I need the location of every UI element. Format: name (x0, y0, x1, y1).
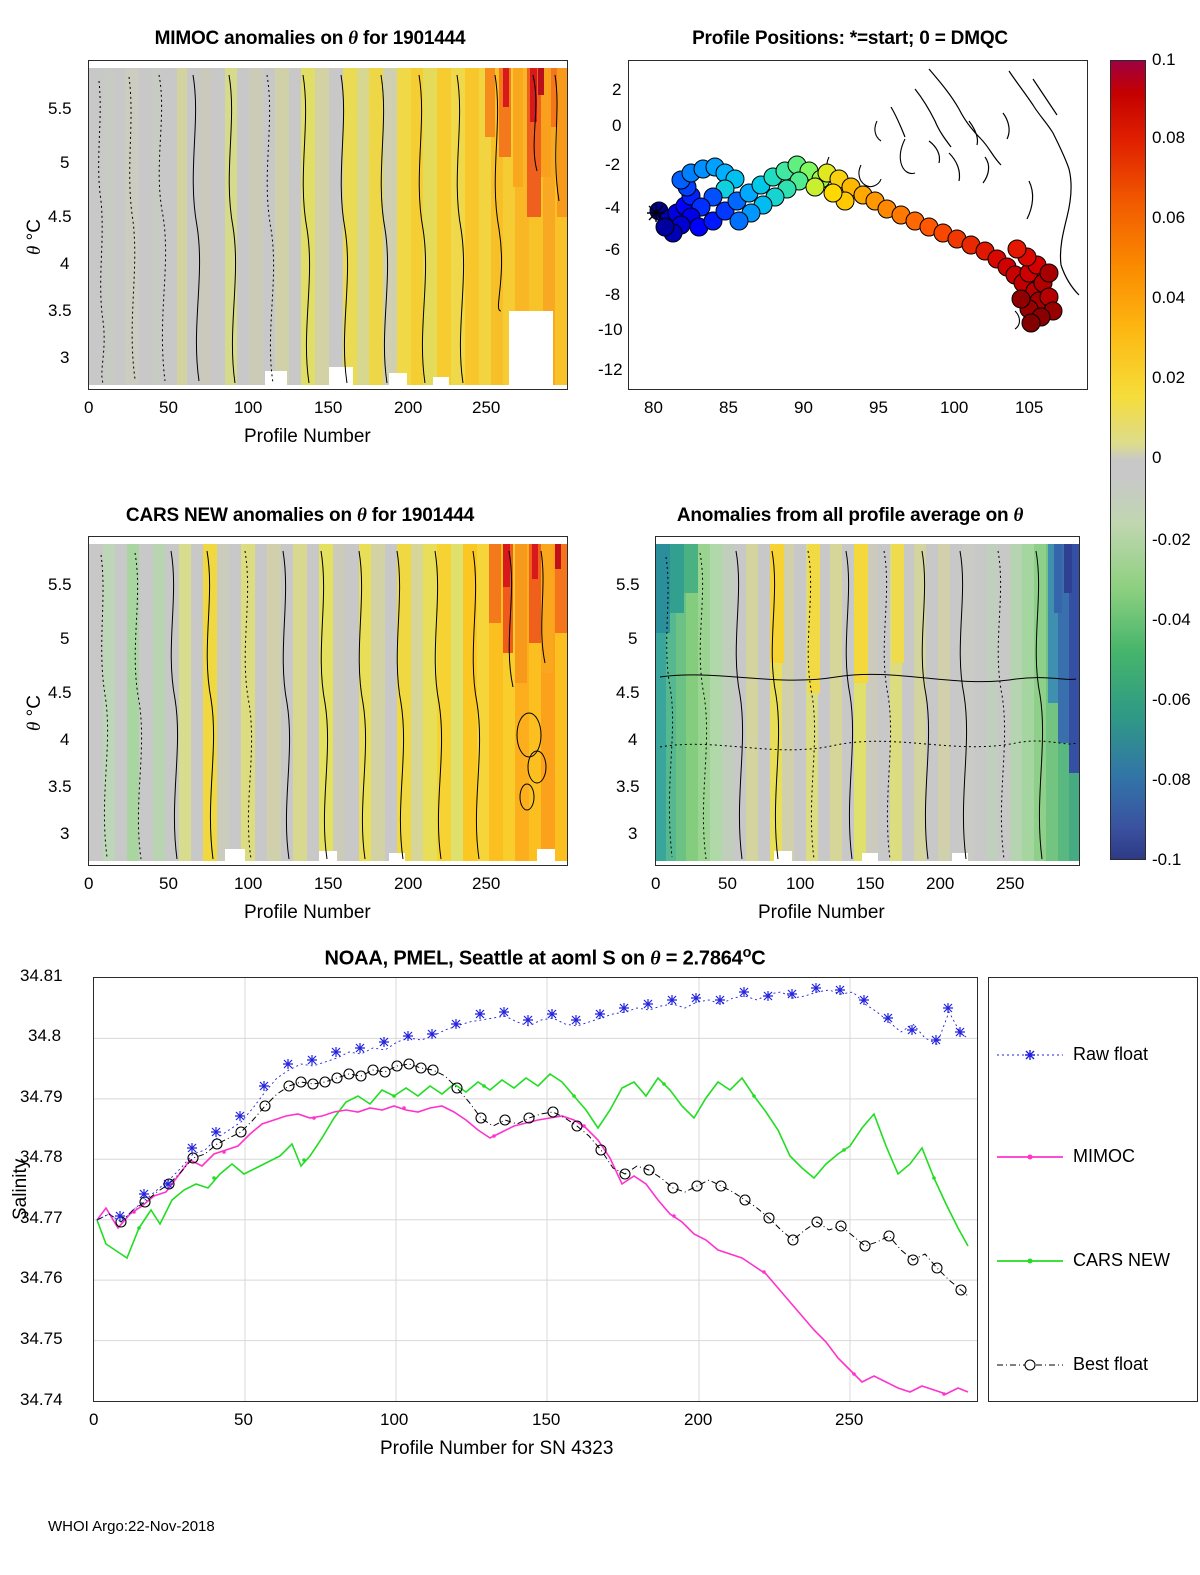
legend-sample-raw-float (997, 1046, 1063, 1064)
mimoc-ytick-4_5: 4.5 (48, 207, 72, 226)
salinity-ytick-34_77: 34.77 (20, 1208, 63, 1227)
legend-item-raw-float[interactable] (997, 1044, 1148, 1065)
allprof-title-pre: Anomalies from all profile average on (676, 505, 1014, 526)
cars-ytick-5_5: 5.5 (48, 575, 72, 594)
mimoc-title (40, 28, 580, 50)
salinity-plot-area (93, 977, 978, 1402)
salinity-title (110, 945, 980, 971)
allprof-ytick-3_5: 3.5 (616, 777, 640, 796)
cars-ytick-4: 4 (60, 730, 70, 749)
cars-title-pre: CARS NEW anomalies on (125, 505, 357, 526)
positions-xtick-90: 90 (794, 398, 813, 417)
positions-ytick--10: -10 (598, 320, 623, 339)
legend-sample-cars-new (997, 1252, 1063, 1270)
cars-ylabel-units: °C (24, 695, 45, 722)
positions-xtick-105: 105 (1015, 398, 1044, 417)
positions-xtick-85: 85 (719, 398, 738, 417)
salinity-ytick-34_78: 34.78 (20, 1147, 63, 1166)
salinity-ytick-34_74: 34.74 (20, 1390, 63, 1409)
colorbar-tick-1: 0.08 (1152, 128, 1186, 147)
mimoc-ylabel (24, 219, 46, 255)
positions-map (629, 61, 1087, 389)
mimoc-xtick-100: 100 (234, 398, 263, 417)
positions-ytick--6: -6 (605, 240, 621, 259)
theta-symbol: θ (348, 28, 358, 49)
legend-label-mimoc: MIMOC (1073, 1146, 1135, 1166)
allprof-xtick-250: 250 (996, 874, 1025, 893)
footer-credit: WHOI Argo:22-Nov-2018 (48, 1518, 215, 1535)
allprof-ytick-3: 3 (628, 824, 638, 843)
allprof-xtick-50: 50 (718, 874, 737, 893)
colorbar-tick-7: -0.04 (1152, 610, 1191, 629)
mimoc-ytick-4: 4 (60, 254, 70, 273)
colorbar-tick-10: -0.1 (1152, 850, 1182, 869)
mimoc-xtick-250: 250 (472, 398, 501, 417)
allprof-xtick-200: 200 (926, 874, 955, 893)
positions-title: Profile Positions: *=start; 0 = DMQC (692, 28, 1008, 49)
legend-label-best-float: Best float (1073, 1354, 1149, 1374)
salinity-xtick-250: 250 (835, 1410, 864, 1429)
theta-symbol: θ (24, 721, 45, 731)
mimoc-xlabel: Profile Number (244, 426, 371, 447)
cars-plot-area (88, 536, 568, 866)
legend-sample-best-float (997, 1356, 1063, 1374)
mimoc-contour-plot (89, 61, 567, 389)
colorbar-tick-4: 0.02 (1152, 368, 1186, 387)
positions-xtick-95: 95 (869, 398, 888, 417)
colorbar-tick-8: -0.06 (1152, 690, 1191, 709)
salinity-xtick-200: 200 (684, 1410, 713, 1429)
cars-contour-plot (89, 537, 567, 865)
salinity-ytick-34_79: 34.79 (20, 1087, 63, 1106)
cars-title-post: for 1901444 (366, 505, 475, 526)
panel-allprof (600, 470, 1100, 940)
salinity-ytick-34_76: 34.76 (20, 1268, 63, 1287)
salinity-ytick-34_8: 34.8 (28, 1026, 62, 1045)
cars-ytick-4_5: 4.5 (48, 683, 72, 702)
cars-title (20, 505, 580, 527)
mimoc-ylabel-units: °C (24, 219, 45, 246)
legend-label-raw-float: Raw float (1073, 1044, 1149, 1064)
cars-ylabel (24, 695, 46, 731)
mimoc-plot-area (88, 60, 568, 390)
positions-ytick--12: -12 (598, 360, 623, 379)
mimoc-title-post: for 1901444 (357, 28, 466, 49)
mimoc-title-pre: MIMOC anomalies on (154, 28, 349, 49)
salinity-xtick-50: 50 (234, 1410, 253, 1429)
allprof-xtick-100: 100 (786, 874, 815, 893)
colorbar-tick-2: 0.06 (1152, 208, 1186, 227)
salinity-ytick-34_81: 34.81 (20, 966, 63, 985)
allprof-plot-area (655, 536, 1080, 866)
allprof-xlabel: Profile Number (758, 902, 885, 923)
mimoc-ytick-3: 3 (60, 348, 70, 367)
salinity-title-mid: = 2.7864 (660, 947, 743, 970)
colorbar-gradient (1111, 61, 1145, 859)
panel-mimoc (0, 0, 600, 470)
colorbar (1110, 60, 1146, 860)
cars-xlabel: Profile Number (244, 902, 371, 923)
allprof-ytick-5: 5 (628, 629, 638, 648)
colorbar-tick-9: -0.08 (1152, 770, 1191, 789)
cars-xtick-0: 0 (84, 874, 94, 893)
salinity-ylabel: Salinity (10, 1158, 31, 1220)
allprof-xtick-150: 150 (856, 874, 885, 893)
mimoc-xtick-200: 200 (394, 398, 423, 417)
legend-item-mimoc[interactable] (997, 1146, 1135, 1167)
salinity-ytick-34_75: 34.75 (20, 1329, 63, 1348)
salinity-xtick-100: 100 (380, 1410, 409, 1429)
positions-xtick-100: 100 (940, 398, 969, 417)
legend-item-cars-new[interactable] (997, 1250, 1170, 1271)
positions-ytick--4: -4 (605, 198, 621, 217)
mimoc-xtick-150: 150 (314, 398, 343, 417)
colorbar-tick-0: 0.1 (1152, 50, 1176, 69)
salinity-series-plot (94, 978, 977, 1401)
mimoc-xtick-50: 50 (159, 398, 178, 417)
mimoc-ytick-5: 5 (60, 153, 70, 172)
salinity-xlabel: Profile Number for SN 4323 (380, 1438, 614, 1459)
cars-ytick-3_5: 3.5 (48, 777, 72, 796)
panel-salinity (0, 930, 1200, 1530)
allprof-ytick-5_5: 5.5 (616, 575, 640, 594)
cars-xtick-50: 50 (159, 874, 178, 893)
positions-plot-area (628, 60, 1088, 390)
theta-symbol: θ (356, 505, 367, 526)
panel-cars (0, 470, 600, 940)
colorbar-panel (1100, 0, 1200, 900)
theta-symbol: θ (650, 947, 661, 970)
positions-ytick-0: 0 (612, 116, 622, 135)
allprof-contour-plot (656, 537, 1079, 865)
mimoc-ytick-5_5: 5.5 (48, 99, 72, 118)
legend-item-best-float[interactable] (997, 1354, 1148, 1375)
salinity-title-post: C (751, 947, 766, 970)
theta-symbol: θ (24, 245, 45, 255)
allprof-title (590, 505, 1110, 527)
cars-xtick-200: 200 (394, 874, 423, 893)
colorbar-tick-3: 0.04 (1152, 288, 1186, 307)
theta-symbol: θ (1013, 505, 1024, 526)
salinity-xtick-150: 150 (532, 1410, 561, 1429)
cars-ytick-3: 3 (60, 824, 70, 843)
cars-xtick-150: 150 (314, 874, 343, 893)
legend-label-cars-new: CARS NEW (1073, 1250, 1171, 1270)
salinity-legend (988, 977, 1198, 1402)
cars-xtick-250: 250 (472, 874, 501, 893)
positions-ytick-2: 2 (612, 80, 622, 99)
salinity-title-sup: o (742, 945, 752, 961)
salinity-title-pre: NOAA, PMEL, Seattle at aoml S on (324, 947, 651, 970)
legend-sample-mimoc (997, 1148, 1063, 1166)
mimoc-xtick-0: 0 (84, 398, 94, 417)
positions-ytick--2: -2 (605, 155, 621, 174)
positions-xtick-80: 80 (644, 398, 663, 417)
mimoc-ytick-3_5: 3.5 (48, 301, 72, 320)
allprof-xtick-0: 0 (651, 874, 661, 893)
colorbar-tick-5: 0 (1152, 448, 1162, 467)
panel-positions (600, 0, 1100, 470)
allprof-ytick-4: 4 (628, 730, 638, 749)
cars-ytick-5: 5 (60, 629, 70, 648)
colorbar-tick-6: -0.02 (1152, 530, 1191, 549)
positions-ytick--8: -8 (605, 285, 621, 304)
cars-xtick-100: 100 (234, 874, 263, 893)
allprof-ytick-4_5: 4.5 (616, 683, 640, 702)
salinity-xtick-0: 0 (89, 1410, 99, 1429)
